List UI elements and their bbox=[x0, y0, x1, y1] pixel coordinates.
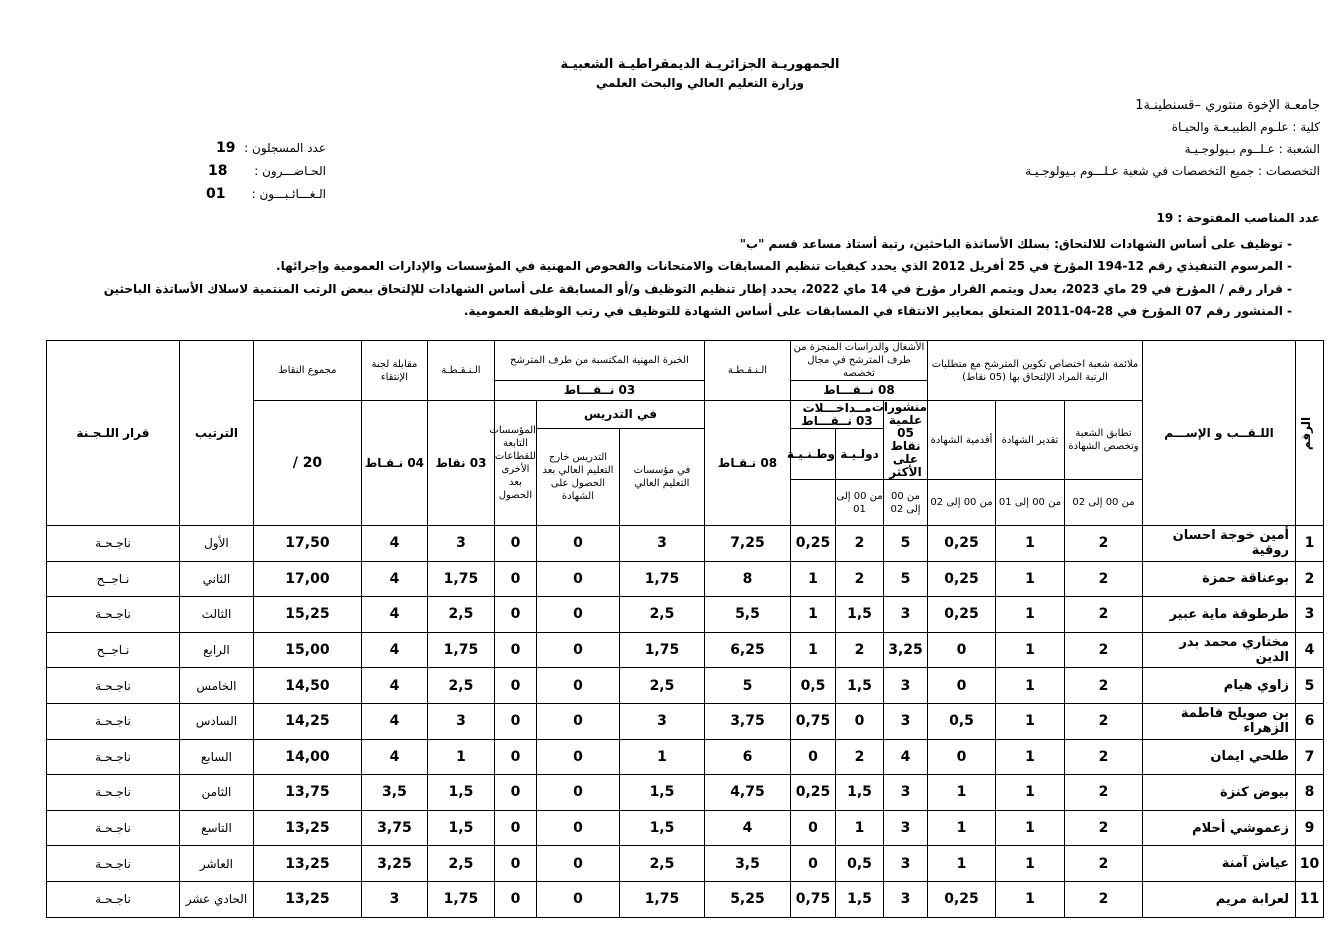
score-interview: 3,75 bbox=[361, 810, 427, 846]
score-other-sectors: 0 bbox=[494, 668, 536, 704]
score-other-sectors: 0 bbox=[494, 775, 536, 811]
score-teach-outside: 0 bbox=[536, 739, 619, 775]
score-interview: 3,25 bbox=[361, 846, 427, 882]
score-works-total: 4,75 bbox=[704, 775, 790, 811]
score-intl-talks: 1,5 bbox=[836, 668, 884, 704]
score-natl-talks: 0,75 bbox=[790, 703, 835, 739]
score-publications: 3,25 bbox=[884, 632, 928, 668]
score-degree-seniority: 0 bbox=[928, 632, 996, 668]
score-natl-talks: 0,25 bbox=[790, 526, 835, 562]
score-interview: 4 bbox=[361, 597, 427, 633]
decision-cell: ناجـحـة bbox=[47, 668, 180, 704]
score-works-total: 5 bbox=[704, 668, 790, 704]
score-teach-higher-ed: 1 bbox=[619, 739, 704, 775]
works-total-points: 08 نـقـاط bbox=[704, 401, 790, 526]
score-natl-talks: 0,5 bbox=[790, 668, 835, 704]
score-publications: 3 bbox=[884, 775, 928, 811]
score-natl-talks: 1 bbox=[790, 561, 835, 597]
suitability-b-header: تقدير الشهادة bbox=[996, 401, 1065, 480]
score-degree-grade: 1 bbox=[996, 739, 1065, 775]
score-natl-talks: 1 bbox=[790, 632, 835, 668]
row-number: 10 bbox=[1296, 846, 1324, 882]
score-degree-grade: 1 bbox=[996, 632, 1065, 668]
score-teach-higher-ed: 1,5 bbox=[619, 775, 704, 811]
score-intl-talks: 0,5 bbox=[836, 846, 884, 882]
score-works-total: 8 bbox=[704, 561, 790, 597]
score-experience-total: 1,75 bbox=[427, 881, 494, 917]
decision-cell: ناجـحـة bbox=[47, 810, 180, 846]
score-teach-higher-ed: 1,5 bbox=[619, 810, 704, 846]
rank-cell: الثامن bbox=[179, 775, 253, 811]
score-degree-seniority: 1 bbox=[928, 846, 996, 882]
ministry-title: وزارة التعليم العالي والبحث العلمي bbox=[595, 76, 805, 90]
col-suitability-header: ملائمة شعبة اختصاص تكوين المترشح مع متطلبات الرتبة المراد الإلتحاق بها (05 نقاط) bbox=[928, 341, 1143, 401]
score-teach-outside: 0 bbox=[536, 881, 619, 917]
score-works-total: 4 bbox=[704, 810, 790, 846]
score-publications: 3 bbox=[884, 703, 928, 739]
score-publications: 3 bbox=[884, 881, 928, 917]
experience-points: 03 نــقـــاط bbox=[494, 381, 704, 401]
score-specialty-match: 2 bbox=[1065, 739, 1143, 775]
score-sum: 13,25 bbox=[253, 846, 361, 882]
score-experience-total: 2,5 bbox=[427, 668, 494, 704]
table-row bbox=[47, 597, 1324, 633]
candidate-name: زعموشي أحلام bbox=[1143, 810, 1296, 846]
score-sum: 15,00 bbox=[253, 632, 361, 668]
col-works-total-header: الـنـقـطـة bbox=[704, 341, 790, 401]
score-natl-talks: 0 bbox=[790, 846, 835, 882]
works-points: 08 نــقـــاط bbox=[790, 381, 927, 401]
branch-line: الشعبة : عـلــوم بـيولوجـيـة bbox=[1184, 142, 1320, 156]
rank-cell: الأول bbox=[179, 526, 253, 562]
score-interview: 4 bbox=[361, 561, 427, 597]
note-recruitment: - توظيف على أساس الشهادات للالتحاق: بسلك الأساتذة الباحثين، رتبة أستاذ مساعد قسم "ب" bbox=[739, 237, 1292, 251]
row-number: 4 bbox=[1296, 632, 1324, 668]
results-table bbox=[46, 340, 1324, 918]
row-number: 5 bbox=[1296, 668, 1324, 704]
score-works-total: 5,25 bbox=[704, 881, 790, 917]
rank-cell: السابع bbox=[179, 739, 253, 775]
score-natl-talks: 0 bbox=[790, 810, 835, 846]
score-teach-outside: 0 bbox=[536, 668, 619, 704]
score-sum: 13,25 bbox=[253, 810, 361, 846]
score-natl-talks: 0,25 bbox=[790, 775, 835, 811]
score-degree-grade: 1 bbox=[996, 668, 1065, 704]
score-teach-higher-ed: 1,75 bbox=[619, 881, 704, 917]
registered-value: 19 bbox=[216, 140, 236, 156]
score-degree-seniority: 0,5 bbox=[928, 703, 996, 739]
score-intl-talks: 2 bbox=[836, 561, 884, 597]
row-number: 6 bbox=[1296, 703, 1324, 739]
score-teach-higher-ed: 1,75 bbox=[619, 632, 704, 668]
score-sum: 17,50 bbox=[253, 526, 361, 562]
score-interview: 3 bbox=[361, 881, 427, 917]
row-number: 8 bbox=[1296, 775, 1324, 811]
note-order: - قرار رقم / المؤرخ في 29 ماي 2023، يعدل ويتمم القرار مؤرخ في 14 ماي 2022، يحدد إطار تنظيم التوظيف و/أو المسابقة على أساس الشهادات للإلتحاق ببعض الرتب المنتمية لاسلاك الأساتذة الباحثين bbox=[103, 282, 1292, 296]
score-publications: 3 bbox=[884, 597, 928, 633]
teaching-header: في التدريس bbox=[536, 401, 704, 429]
score-natl-talks: 0,75 bbox=[790, 881, 835, 917]
score-experience-total: 1,5 bbox=[427, 775, 494, 811]
present-label: الحـاضـــرون : bbox=[254, 164, 326, 178]
candidate-name: أمين خوجة احسان روقية bbox=[1143, 526, 1296, 562]
score-other-sectors: 0 bbox=[494, 703, 536, 739]
score-intl-talks: 1,5 bbox=[836, 597, 884, 633]
range-a-header: من 00 إلى 02 bbox=[1065, 480, 1143, 526]
rank-cell: الخامس bbox=[179, 668, 253, 704]
candidate-name: لعرابة مريم bbox=[1143, 881, 1296, 917]
teach-out-header: التدريس خارج التعليم العالي بعد الحصول على الشهادة bbox=[536, 429, 619, 526]
note-circular: - المنشور رقم 07 المؤرخ في 28-04-2011 المتعلق بمعايير الانتقاء في المسابقات على أساس الشهادة للتوظيف في رتب الوظيفة العمومية. bbox=[463, 304, 1292, 318]
table-row bbox=[47, 526, 1324, 562]
score-publications: 4 bbox=[884, 739, 928, 775]
other-inst-header: المؤسسات التابعة للقطاعات الأخرى بعد الحصول bbox=[494, 401, 536, 526]
score-works-total: 5,5 bbox=[704, 597, 790, 633]
score-intl-talks: 1 bbox=[836, 810, 884, 846]
score-degree-seniority: 0,25 bbox=[928, 526, 996, 562]
score-teach-outside: 0 bbox=[536, 632, 619, 668]
candidate-name: مختاري محمد بدر الدين bbox=[1143, 632, 1296, 668]
score-other-sectors: 0 bbox=[494, 526, 536, 562]
col-works-header: الأشغال والدراسات المنجزة من طرف المترشح في مجال تخصصه bbox=[790, 341, 927, 381]
suitability-a-header: تطابق الشعبة وتخصص الشهادة bbox=[1065, 401, 1143, 480]
candidate-name: عياش آمنة bbox=[1143, 846, 1296, 882]
score-sum: 14,25 bbox=[253, 703, 361, 739]
decision-cell: ناجـحـة bbox=[47, 881, 180, 917]
score-teach-outside: 0 bbox=[536, 597, 619, 633]
rank-cell: الثاني bbox=[179, 561, 253, 597]
score-other-sectors: 0 bbox=[494, 561, 536, 597]
table-row bbox=[47, 775, 1324, 811]
score-sum: 13,25 bbox=[253, 881, 361, 917]
exp-total-points: 03 نقاط bbox=[427, 401, 494, 526]
table-row bbox=[47, 703, 1324, 739]
score-teach-outside: 0 bbox=[536, 561, 619, 597]
score-degree-seniority: 1 bbox=[928, 775, 996, 811]
talks-intl-header: دولـيـة bbox=[836, 429, 884, 480]
score-works-total: 6,25 bbox=[704, 632, 790, 668]
score-degree-grade: 1 bbox=[996, 775, 1065, 811]
score-natl-talks: 0 bbox=[790, 739, 835, 775]
talks-header: مــداخـــلات 03 نــقـــاط bbox=[790, 401, 883, 429]
rank-cell: السادس bbox=[179, 703, 253, 739]
score-sum: 14,00 bbox=[253, 739, 361, 775]
score-sum: 15,25 bbox=[253, 597, 361, 633]
score-experience-total: 2,5 bbox=[427, 846, 494, 882]
score-intl-talks: 1,5 bbox=[836, 881, 884, 917]
rank-cell: العاشر bbox=[179, 846, 253, 882]
score-publications: 5 bbox=[884, 561, 928, 597]
candidate-name: زاوي هيام bbox=[1143, 668, 1296, 704]
score-works-total: 3,5 bbox=[704, 846, 790, 882]
row-number: 7 bbox=[1296, 739, 1324, 775]
rank-cell: التاسع bbox=[179, 810, 253, 846]
table-row bbox=[47, 846, 1324, 882]
score-works-total: 7,25 bbox=[704, 526, 790, 562]
decision-cell: نـاجــح bbox=[47, 632, 180, 668]
score-teach-higher-ed: 3 bbox=[619, 526, 704, 562]
score-experience-total: 3 bbox=[427, 526, 494, 562]
candidate-name: طلحي ايمان bbox=[1143, 739, 1296, 775]
col-num-header: الرقم bbox=[1296, 341, 1324, 526]
score-sum: 17,00 bbox=[253, 561, 361, 597]
talks-natl-header: وطـنـيـة bbox=[790, 429, 835, 480]
score-degree-seniority: 0,25 bbox=[928, 881, 996, 917]
decision-cell: نـاجــح bbox=[47, 561, 180, 597]
score-sum: 13,75 bbox=[253, 775, 361, 811]
score-intl-talks: 2 bbox=[836, 739, 884, 775]
score-specialty-match: 2 bbox=[1065, 668, 1143, 704]
score-publications: 3 bbox=[884, 810, 928, 846]
score-teach-higher-ed: 2,5 bbox=[619, 668, 704, 704]
score-degree-seniority: 0,25 bbox=[928, 597, 996, 633]
score-specialty-match: 2 bbox=[1065, 703, 1143, 739]
score-teach-outside: 0 bbox=[536, 526, 619, 562]
score-interview: 4 bbox=[361, 632, 427, 668]
col-experience-header: الخبرة المهنية المكتسبة من طرف المترشح bbox=[494, 341, 704, 381]
score-specialty-match: 2 bbox=[1065, 846, 1143, 882]
candidate-name: بيوض كنزة bbox=[1143, 775, 1296, 811]
score-intl-talks: 0 bbox=[836, 703, 884, 739]
col-name-header: اللـقــب و الإســـم bbox=[1143, 341, 1296, 526]
col-sum-header: مجموع النقاط bbox=[253, 341, 361, 401]
score-experience-total: 1,5 bbox=[427, 810, 494, 846]
score-experience-total: 1,75 bbox=[427, 632, 494, 668]
score-teach-higher-ed: 2,5 bbox=[619, 597, 704, 633]
score-other-sectors: 0 bbox=[494, 810, 536, 846]
range-intl-header: من 00 إلى 02 bbox=[884, 480, 928, 526]
range-c-header: من 00 إلى 02 bbox=[928, 480, 996, 526]
present-value: 18 bbox=[208, 163, 228, 179]
score-degree-grade: 1 bbox=[996, 526, 1065, 562]
row-number: 9 bbox=[1296, 810, 1324, 846]
score-other-sectors: 0 bbox=[494, 597, 536, 633]
col-exp-total-header: الـنـقـطـة bbox=[427, 341, 494, 401]
score-specialty-match: 2 bbox=[1065, 526, 1143, 562]
score-sum: 14,50 bbox=[253, 668, 361, 704]
score-works-total: 3,75 bbox=[704, 703, 790, 739]
score-interview: 4 bbox=[361, 668, 427, 704]
score-publications: 5 bbox=[884, 526, 928, 562]
specialties-line: التخصصات : جميع التخصصات في شعبة عـلـــوم بـيولوجـيـة bbox=[1025, 164, 1320, 178]
score-specialty-match: 2 bbox=[1065, 632, 1143, 668]
score-other-sectors: 0 bbox=[494, 881, 536, 917]
score-intl-talks: 1,5 bbox=[836, 775, 884, 811]
republic-title: الجمهوريـة الجزائريـة الديمقراطيـة الشعبيـة bbox=[560, 57, 840, 72]
decision-cell: ناجـحـة bbox=[47, 526, 180, 562]
absent-label: الـغـــائـبـــون : bbox=[251, 187, 326, 201]
registered-label: عدد المسجلون : bbox=[244, 141, 326, 155]
rank-cell: الحادي عشر bbox=[179, 881, 253, 917]
col-rank-header: الترتيب bbox=[179, 341, 253, 526]
range-natl-header: من 00 إلى 01 bbox=[836, 480, 884, 526]
table-row bbox=[47, 810, 1324, 846]
score-degree-grade: 1 bbox=[996, 810, 1065, 846]
score-natl-talks: 1 bbox=[790, 597, 835, 633]
col-interview-header: مقابلة لجنة الإنتقاء bbox=[361, 341, 427, 401]
row-number: 1 bbox=[1296, 526, 1324, 562]
open-posts-line: عدد المناصب المفتوحة : 19 bbox=[1156, 211, 1320, 225]
score-publications: 3 bbox=[884, 668, 928, 704]
score-degree-seniority: 1 bbox=[928, 810, 996, 846]
score-teach-outside: 0 bbox=[536, 775, 619, 811]
score-degree-grade: 1 bbox=[996, 703, 1065, 739]
table-row bbox=[47, 739, 1324, 775]
score-degree-grade: 1 bbox=[996, 881, 1065, 917]
score-interview: 4 bbox=[361, 526, 427, 562]
score-intl-talks: 2 bbox=[836, 632, 884, 668]
range-b-header: من 00 إلى 01 bbox=[996, 480, 1065, 526]
score-experience-total: 2,5 bbox=[427, 597, 494, 633]
university-name: جامعـة الإخوة منتوري –قسنطينـة1 bbox=[1135, 98, 1320, 113]
score-interview: 4 bbox=[361, 739, 427, 775]
score-degree-grade: 1 bbox=[996, 597, 1065, 633]
score-works-total: 6 bbox=[704, 739, 790, 775]
score-teach-outside: 0 bbox=[536, 810, 619, 846]
rank-cell: الثالث bbox=[179, 597, 253, 633]
sum-max: 20 / bbox=[253, 401, 361, 526]
score-teach-outside: 0 bbox=[536, 703, 619, 739]
decision-cell: ناجـحـة bbox=[47, 703, 180, 739]
interview-points: 04 نـقـاط bbox=[361, 401, 427, 526]
table-row bbox=[47, 668, 1324, 704]
score-experience-total: 1 bbox=[427, 739, 494, 775]
score-degree-grade: 1 bbox=[996, 846, 1065, 882]
score-interview: 3,5 bbox=[361, 775, 427, 811]
score-specialty-match: 2 bbox=[1065, 561, 1143, 597]
decision-cell: ناجـحـة bbox=[47, 775, 180, 811]
note-decree: - المرسوم التنفيذي رقم 12-194 المؤرخ في 25 أفريل 2012 الذي يحدد كيفيات تنظيم المسابقات والامتحانات والفحوص المهنية في المؤسسات والإدارات العمومية وإجرائها. bbox=[276, 259, 1292, 273]
score-interview: 4 bbox=[361, 703, 427, 739]
suitability-c-header: أقدمية الشهادة bbox=[928, 401, 996, 480]
rank-cell: الرابع bbox=[179, 632, 253, 668]
col-decision-header: قرار اللـجـنة bbox=[47, 341, 180, 526]
score-experience-total: 3 bbox=[427, 703, 494, 739]
score-specialty-match: 2 bbox=[1065, 597, 1143, 633]
row-number: 2 bbox=[1296, 561, 1324, 597]
teach-in-header: في مؤسسات التعليم العالي bbox=[619, 429, 704, 526]
score-specialty-match: 2 bbox=[1065, 810, 1143, 846]
score-experience-total: 1,75 bbox=[427, 561, 494, 597]
score-specialty-match: 2 bbox=[1065, 775, 1143, 811]
score-degree-seniority: 0,25 bbox=[928, 561, 996, 597]
score-intl-talks: 2 bbox=[836, 526, 884, 562]
score-other-sectors: 0 bbox=[494, 739, 536, 775]
decision-cell: ناجـحـة bbox=[47, 739, 180, 775]
score-publications: 3 bbox=[884, 846, 928, 882]
decision-cell: ناجـحـة bbox=[47, 846, 180, 882]
score-teach-outside: 0 bbox=[536, 846, 619, 882]
table-row bbox=[47, 881, 1324, 917]
table-row bbox=[47, 632, 1324, 668]
row-number: 11 bbox=[1296, 881, 1324, 917]
decision-cell: ناجـحـة bbox=[47, 597, 180, 633]
candidate-name: بن صويلح فاطمة الزهراء bbox=[1143, 703, 1296, 739]
candidate-name: بوعناقة حمزة bbox=[1143, 561, 1296, 597]
score-other-sectors: 0 bbox=[494, 846, 536, 882]
score-teach-higher-ed: 3 bbox=[619, 703, 704, 739]
score-specialty-match: 2 bbox=[1065, 881, 1143, 917]
absent-value: 01 bbox=[206, 186, 226, 202]
score-teach-higher-ed: 2,5 bbox=[619, 846, 704, 882]
score-other-sectors: 0 bbox=[494, 632, 536, 668]
score-degree-seniority: 0 bbox=[928, 668, 996, 704]
faculty-line: كلية : علـوم الطبيـعـة والحيـاة bbox=[1171, 120, 1320, 134]
row-number: 3 bbox=[1296, 597, 1324, 633]
table-row bbox=[47, 561, 1324, 597]
score-teach-higher-ed: 1,75 bbox=[619, 561, 704, 597]
publications-header: منشورات علمية 05 نقاط على الأكثر bbox=[871, 400, 927, 479]
score-degree-seniority: 0 bbox=[928, 739, 996, 775]
score-degree-grade: 1 bbox=[996, 561, 1065, 597]
candidate-name: طرطوقة ماية عبير bbox=[1143, 597, 1296, 633]
